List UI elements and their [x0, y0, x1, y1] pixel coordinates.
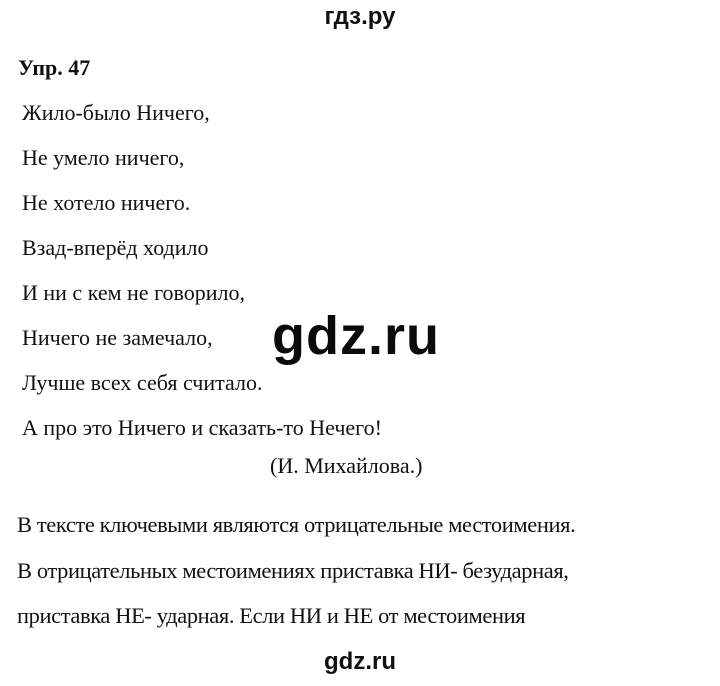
- poem-line: Взад-вперёд ходило: [22, 235, 209, 260]
- poem-line: Ничего не замечало,: [22, 325, 213, 350]
- poem-line: Не хотело ничего.: [22, 190, 191, 215]
- poem-line: И ни с кем не говорило,: [22, 280, 246, 305]
- watermark-footer: gdz.ru: [324, 648, 396, 675]
- poem-line: А про это Ничего и сказать-то Нечего!: [22, 415, 382, 440]
- watermark-center: gdz.ru: [272, 306, 440, 366]
- poem-line: Не умело ничего,: [22, 145, 185, 170]
- exercise-title: Упр. 47: [18, 55, 91, 80]
- answer-line: приставка НЕ- ударная. Если НИ и НЕ от местоимения: [17, 603, 526, 628]
- answer-line: В отрицательных местоимениях приставка НИ- безударная,: [17, 558, 569, 583]
- poem-line: Лучше всех себя считало.: [22, 370, 263, 395]
- poem-line: Жило-было Ничего,: [22, 100, 210, 125]
- site-header-title: гдз.ру: [324, 3, 396, 30]
- answer-line: В тексте ключевыми являются отрицательные местоимения.: [17, 512, 576, 537]
- poem-attribution: (И. Михайлова.): [270, 453, 423, 478]
